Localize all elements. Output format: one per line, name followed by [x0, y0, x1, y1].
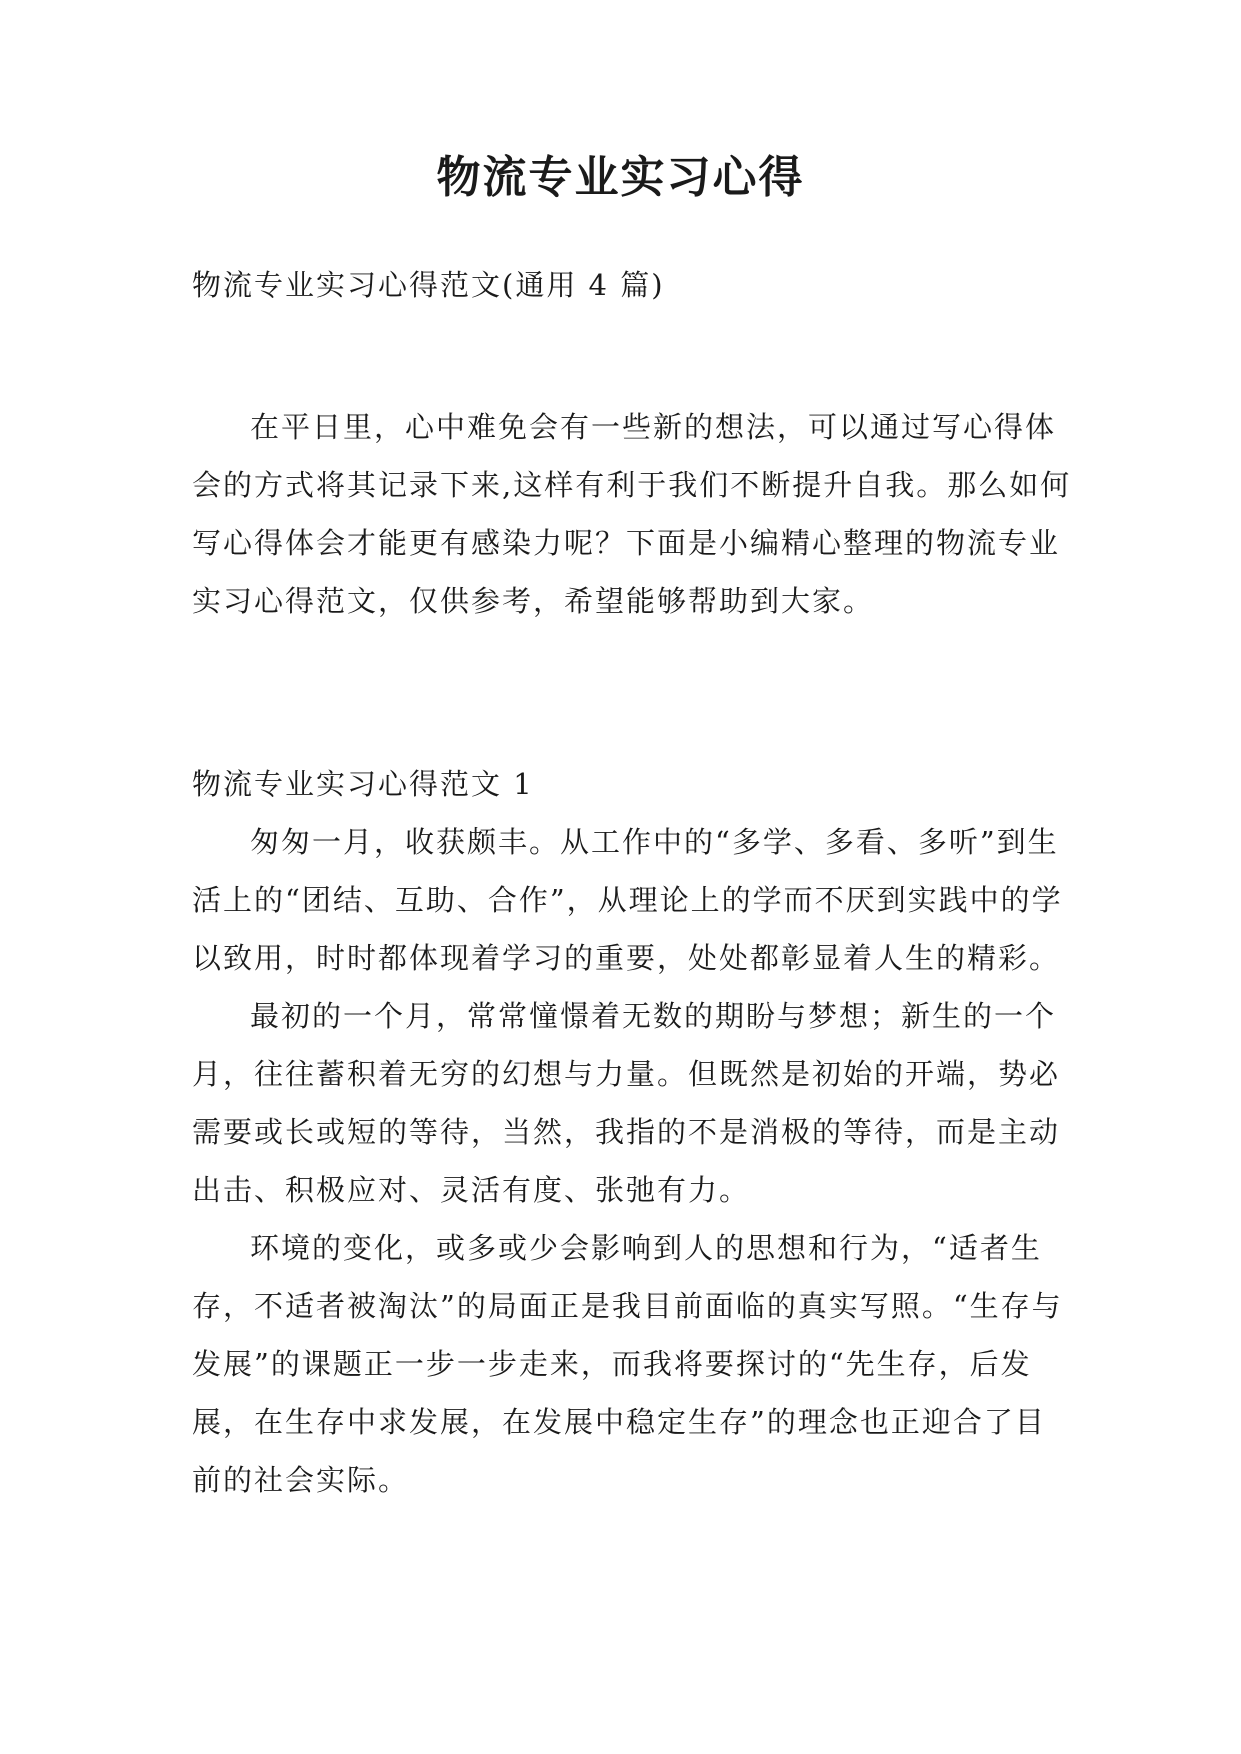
section-1-paragraph-3: 环境的变化，或多或少会影响到人的思想和行为，“适者生存，不适者被淘汰”的局面正是我目前面临的真实写照。“生存与发展”的课题正一步一步走来，而我将要探讨的“先生存，后发展，在生存中求发展，在发展中稳定生存”的理念也正迎合了目前的社会实际。	[192, 1231, 1063, 1497]
section-1-paragraph-2: 最初的一个月，常常憧憬着无数的期盼与梦想；新生的一个月，往往蓄积着无穷的幻想与力量。但既然是初始的开端，势必需要或长或短的等待，当然，我指的不是消极的等待，而是主动出击、积极应对、灵活有度、张弛有力。	[192, 999, 1061, 1207]
intro-paragraph: 在平日里，心中难免会有一些新的想法，可以通过写心得体会的方式将其记录下来,这样有利于我们不断提升自我。那么如何写心得体会才能更有感染力呢？下面是小编精心整理的物流专业实习心得范文，仅供参考，希望能够帮助到大家。	[192, 410, 1072, 618]
document-subtitle: 物流专业实习心得范文(通用 4 篇)	[192, 268, 665, 302]
section-1-paragraph-1: 匆匆一月，收获颇丰。从工作中的“多学、多看、多听”到生活上的“团结、互助、合作”，从理论上的学而不厌到实践中的学以致用，时时都体现着学习的重要，处处都彰显着人生的精彩。	[192, 825, 1063, 975]
section-1-heading-block	[192, 755, 1072, 813]
section-1-body	[192, 813, 1072, 1509]
document-title: 物流专业实习心得	[436, 152, 805, 203]
document-subtitle-block	[192, 256, 1072, 314]
section-1-title: 物流专业实习心得范文 1	[192, 767, 534, 801]
intro-block	[192, 398, 1072, 630]
